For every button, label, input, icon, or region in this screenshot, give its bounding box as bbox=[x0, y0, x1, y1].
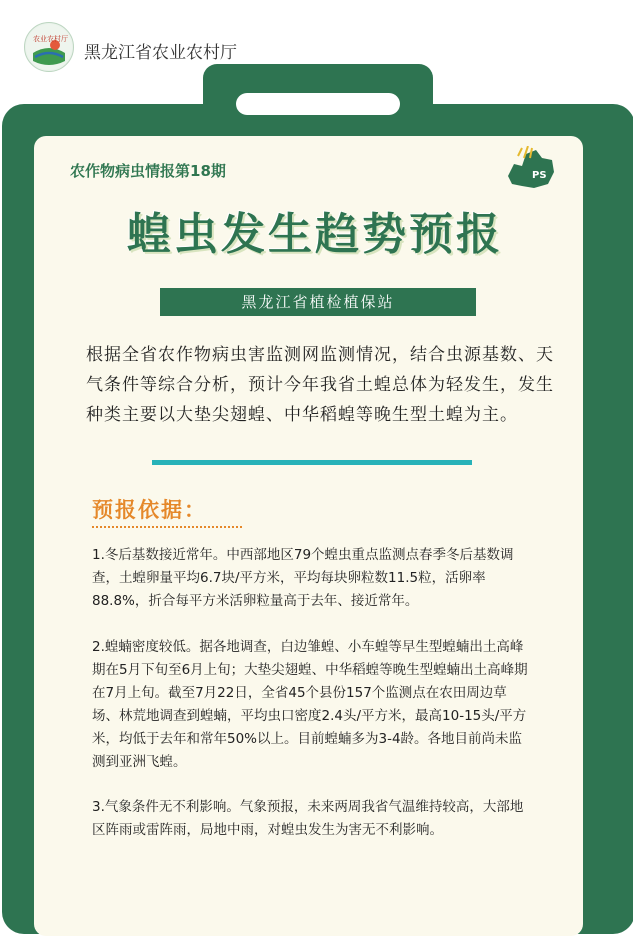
svg-text:农业农村厅: 农业农村厅 bbox=[33, 35, 68, 43]
headline: 蝗虫发生趋势预报 bbox=[127, 209, 503, 260]
account-name[interactable]: 黑龙江省农业农村厅 bbox=[84, 43, 237, 63]
basis-item-1: 1.冬后基数接近常年。中西部地区79个蝗虫重点监测点春季冬后基数调查，土蝗卵量平均6.7块/平方米，平均每块卵粒数11.5粒，活卵率88.8%，折合每平方米活卵粒量高于去年、接近常年。 bbox=[92, 547, 514, 609]
poster-tab-slot bbox=[236, 93, 400, 115]
account-header bbox=[0, 0, 633, 70]
divider-line bbox=[152, 460, 472, 465]
section-title: 预报依据： bbox=[92, 498, 207, 522]
heilongjiang-map-icon bbox=[502, 146, 558, 192]
basis-item-2: 2.蝗蝻密度较低。据各地调查，白边雏蝗、小车蝗等早生型蝗蝻出土高峰期在5月下旬至6月上旬；大垫尖翅蝗、中华稻蝗等晚生型蝗蝻出土高峰期在7月上旬。截至7月22日，全省45个县份157个监测点在农田周边草场、林荒地调查到蝗蝻，平均虫口密度2.4头/平方米，最高10-15头/平方米，均低于去年和常年50%以上。目前蝗蝻多为3-4龄。各地目前尚未监测到亚洲飞蝗。 bbox=[92, 639, 528, 770]
section-underline bbox=[92, 526, 242, 528]
agency-logo-icon[interactable] bbox=[24, 22, 74, 72]
intro-paragraph: 根据全省农作物病虫害监测网监测情况，结合虫源基数、天气条件等综合分析，预计今年我省土蝗总体为轻发生，发生种类主要以大垫尖翅蝗、中华稻蝗等晚生型土蝗为主。 bbox=[86, 345, 554, 425]
basis-item-3: 3.气象条件无不利影响。气象预报，未来两周我省气温维持较高，大部地区阵雨或雷阵雨，局地中雨，对蝗虫发生为害无不利影响。 bbox=[92, 799, 524, 838]
agency-banner: 黑龙江省植检植保站 bbox=[160, 288, 476, 316]
issue-label: 农作物病虫情报第18期 bbox=[70, 162, 226, 180]
svg-text:PS: PS bbox=[532, 170, 547, 181]
